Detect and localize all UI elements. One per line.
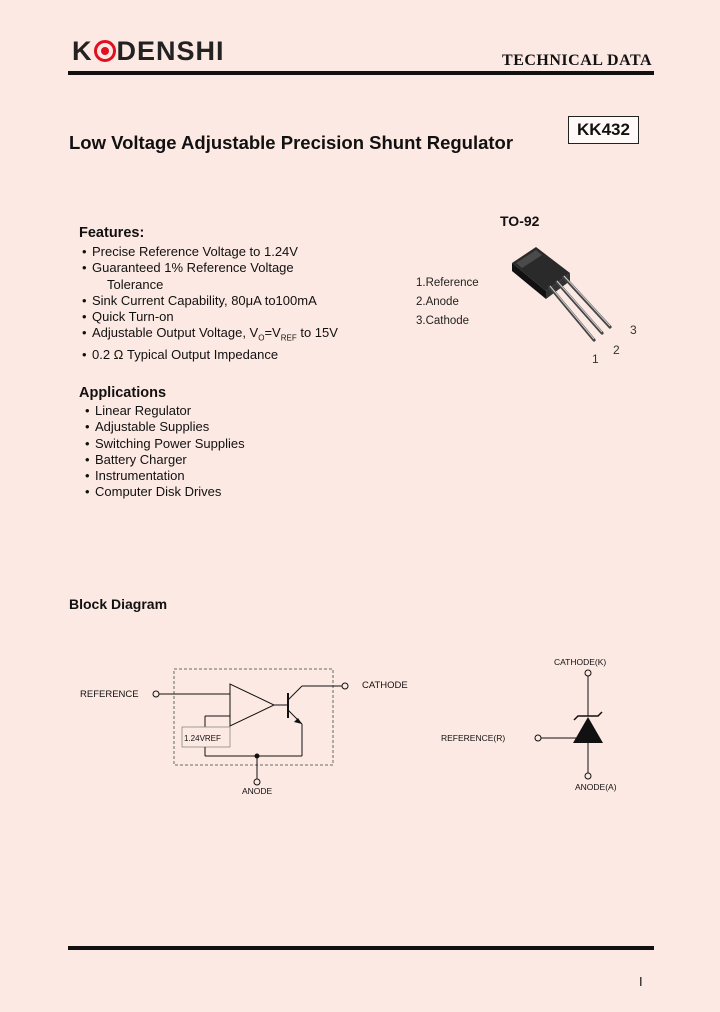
list-item-text: Tolerance	[107, 276, 164, 292]
part-number-box: KK432	[568, 116, 639, 144]
anode-terminal	[585, 773, 591, 779]
pin-label-anode: 2.Anode	[416, 296, 459, 308]
page-number: I	[639, 974, 643, 989]
list-item: • Switching Power Supplies	[82, 436, 382, 452]
transistor-collector	[288, 686, 302, 700]
pin-number-2: 2	[613, 343, 620, 357]
cathode-label: CATHODE	[362, 680, 408, 691]
header-rule	[68, 71, 654, 75]
list-item: • 0.2 Ω Typical Output Impedance	[79, 347, 379, 363]
logo-wordmark: DENSHI	[116, 36, 225, 66]
vref-label: 1.24VREF	[184, 734, 221, 743]
shunt-regulator-symbol	[520, 660, 650, 790]
reference-terminal	[535, 735, 541, 741]
list-item: • Computer Disk Drives	[82, 484, 382, 500]
cathode-terminal	[585, 670, 591, 676]
list-item-continuation	[79, 277, 379, 293]
ic-boundary	[174, 669, 333, 765]
applications-list	[82, 403, 382, 501]
pin-label-cathode: 3.Cathode	[416, 315, 470, 327]
list-item-text: Adjustable Output Voltage, V	[92, 325, 259, 341]
emitter-arrow-icon	[294, 718, 302, 724]
applications-heading: Applications	[79, 385, 167, 401]
list-item: • Instrumentation	[82, 468, 382, 484]
anode-label: ANODE	[242, 786, 273, 796]
list-item	[79, 325, 379, 347]
list-item: • Adjustable Supplies	[82, 419, 382, 435]
subscript-ref: REF	[280, 334, 297, 344]
reference-terminal	[153, 691, 159, 697]
to92-package-drawing	[500, 235, 650, 370]
logo-letter-k: K	[72, 36, 93, 66]
list-item-text: to 15V	[296, 325, 338, 341]
pin-number-1: 1	[592, 352, 599, 366]
features-list	[79, 244, 379, 364]
symbol-cathode-label: CATHODE(K)	[554, 657, 607, 667]
company-logo	[72, 36, 225, 67]
cathode-terminal	[342, 683, 348, 689]
to92-body	[512, 247, 570, 299]
symbol-anode-label: ANODE(A)	[575, 782, 617, 792]
list-item: • Sink Current Capability, 80μA to100mA	[79, 293, 379, 309]
list-item: • Battery Charger	[82, 452, 382, 468]
list-item: • Guaranteed 1% Reference Voltage	[79, 260, 379, 276]
zener-triangle-icon	[573, 717, 603, 743]
subscript-o: O	[258, 334, 265, 344]
list-item-text: =V	[264, 325, 281, 341]
reference-label: REFERENCE	[80, 689, 139, 700]
list-item: • Quick Turn-on	[79, 309, 379, 325]
package-title: TO-92	[500, 213, 540, 229]
block-diagram-heading: Block Diagram	[69, 596, 168, 612]
logo-circle-icon	[94, 40, 116, 62]
footer-rule	[68, 946, 654, 950]
list-item: • Precise Reference Voltage to 1.24V	[79, 244, 379, 260]
features-heading: Features:	[79, 225, 145, 241]
pin-label-reference: 1.Reference	[416, 277, 479, 289]
opamp-symbol	[230, 684, 274, 726]
page-title: Low Voltage Adjustable Precision Shunt Regulator	[69, 132, 514, 153]
symbol-reference-label: REFERENCE(R)	[441, 733, 506, 743]
pin-number-3: 3	[630, 323, 637, 337]
anode-terminal	[254, 779, 260, 785]
document-type: TECHNICAL DATA	[502, 52, 652, 69]
list-item: • Linear Regulator	[82, 403, 382, 419]
